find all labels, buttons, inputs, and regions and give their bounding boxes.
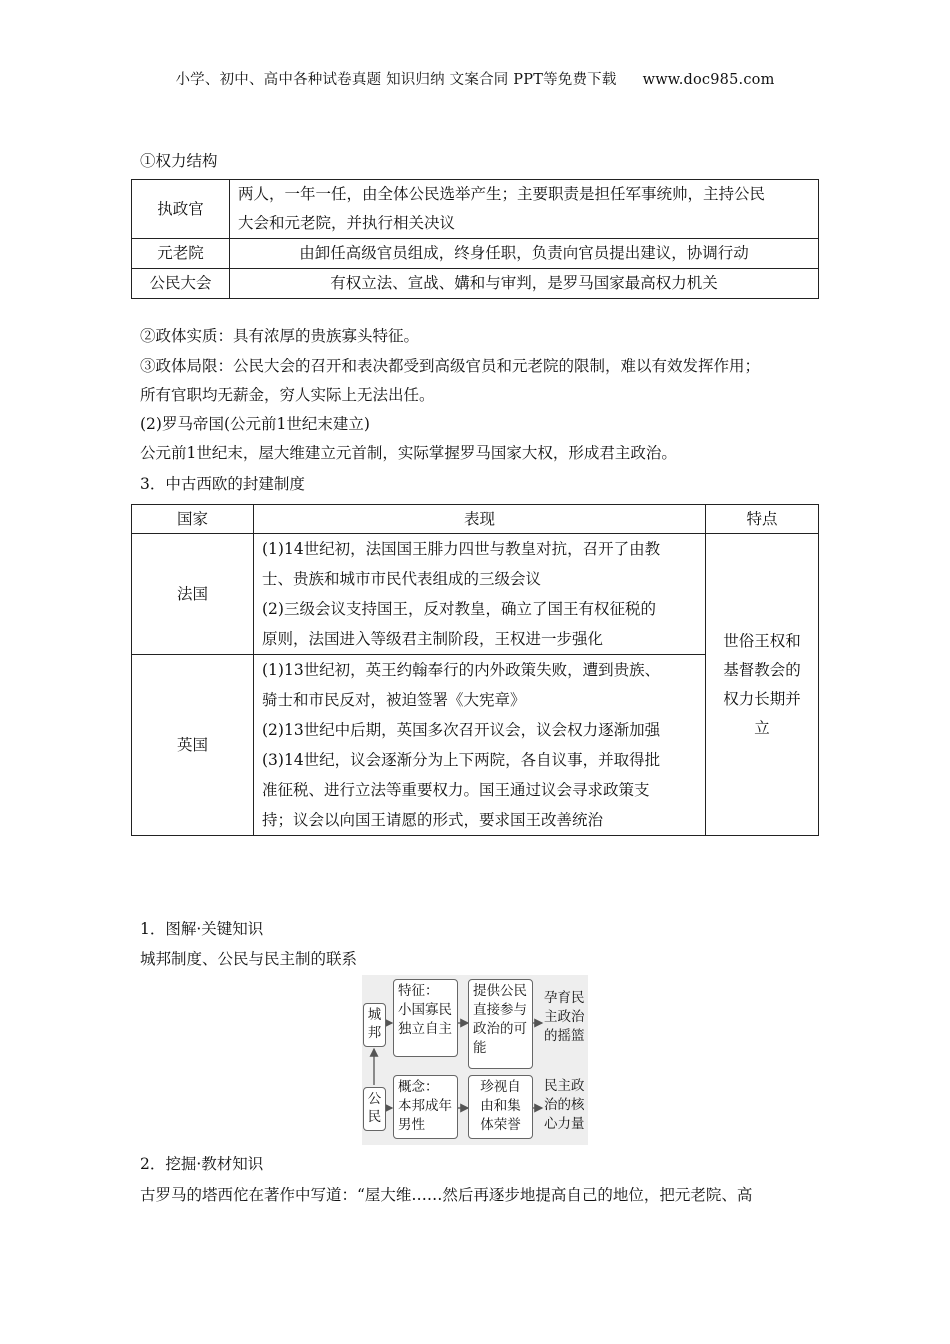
table-row: [132, 180, 819, 239]
cell-england: 英国: [132, 655, 254, 836]
cell-assembly: 公民大会: [132, 269, 230, 299]
section2-quote: 古罗马的塔西佗在著作中写道：“屋大维……然后再逐步地提高自己的地位，把元老院、高: [140, 1186, 753, 1204]
section1-subtitle: 城邦制度、公民与民主制的联系: [140, 950, 358, 968]
cell-senate: 元老院: [132, 239, 230, 269]
box-citizen: [363, 1087, 386, 1131]
diagram-text: 民主政: [544, 1078, 585, 1094]
diagram-text: 小国寡民: [398, 1002, 452, 1018]
box-cherish: [468, 1075, 533, 1139]
top-result: [544, 989, 585, 1046]
paragraph: ②政体实质：具有浓厚的贵族寡头特征。: [140, 327, 420, 345]
france-line: (1)14世纪初，法国国王腓力四世与教皇对抗，召开了由教: [262, 540, 661, 558]
table-header-row: [132, 505, 819, 534]
header-performance: 表现: [254, 505, 706, 534]
section2-title: 2．挖掘·教材知识: [140, 1155, 264, 1173]
paragraph: ③政体局限：公民大会的召开和表决都受到高级官员和元老院的限制，难以有效发挥作用；: [140, 357, 761, 375]
section-heading: 3．中古西欧的封建制度: [140, 475, 305, 493]
relation-diagram: [362, 975, 588, 1145]
cell-senate-desc: 由卸任高级官员组成，终身任职，负责向官员提出建议，协调行动: [230, 239, 819, 269]
header-url[interactable]: www.doc985.com: [642, 72, 775, 88]
diagram-text: 直接参与: [473, 1002, 527, 1018]
page-header: [0, 68, 950, 89]
table-row: [132, 269, 819, 299]
cell-england-detail: [254, 655, 706, 836]
cell-assembly-desc: 有权立法、宣战、媾和与审判，是罗马国家最高权力机关: [230, 269, 819, 299]
table-row: [132, 534, 819, 655]
cell-france: 法国: [132, 534, 254, 655]
france-line: 原则，法国进入等级君主制阶段，王权进一步强化: [262, 630, 604, 648]
consul-desc-line1: 两人，一年一任，由全体公民选举产生；主要职责是担任军事统帅，主持公民: [238, 185, 766, 203]
france-line: (2)三级会议支持国王，反对教皇，确立了国王有权征税的: [262, 600, 656, 618]
diagram-text: 提供公民: [473, 983, 527, 999]
header-country: 国家: [132, 505, 254, 534]
paragraph: (2)罗马帝国(公元前1世纪末建立): [140, 415, 370, 433]
diagram-text: 男性: [398, 1117, 425, 1133]
section1-title: 1．图解·关键知识: [140, 920, 264, 938]
cell-consul: 执政官: [132, 180, 230, 239]
cell-france-detail: [254, 534, 706, 655]
header-text: 小学、初中、高中各种试卷真题 知识归纳 文案合同 PPT等免费下载: [175, 72, 617, 88]
feature-line: 立: [754, 718, 770, 737]
diagram-text: 心力量: [544, 1116, 585, 1132]
paragraph: 公元前1世纪末，屋大维建立元首制，实际掌握罗马国家大权，形成君主政治。: [140, 444, 677, 462]
diagram-text: 概念：: [398, 1079, 439, 1095]
feature-line: 世俗王权和: [723, 631, 801, 650]
england-line: (3)14世纪，议会逐渐分为上下两院，各自议事，并取得批: [262, 751, 661, 769]
bottom-result: [544, 1077, 585, 1134]
power-structure-heading: ①权力结构: [140, 152, 218, 170]
power-structure-table: [131, 179, 819, 299]
diagram-text: 本邦成年: [398, 1098, 452, 1114]
paragraph: 所有官职均无薪金，穷人实际上无法出任。: [140, 386, 435, 404]
box-concept: [393, 1075, 458, 1139]
diagram-text: 主政治: [544, 1009, 585, 1025]
diagram-text: 治的核: [544, 1097, 585, 1113]
feudal-table: [131, 504, 819, 836]
diagram-text: 独立自主: [398, 1021, 452, 1037]
diagram-text: 能: [473, 1040, 487, 1056]
table-row: [132, 239, 819, 269]
diagram-text: 特征：: [398, 983, 439, 999]
cell-feature: [706, 534, 819, 836]
feature-line: 权力长期并: [723, 689, 801, 708]
diagram-text: 孕育民: [544, 990, 585, 1006]
england-line: 持；议会以向国王请愿的形式，要求国王改善统治: [262, 811, 604, 829]
cell-consul-desc: [230, 180, 819, 239]
england-line: 准征税、进行立法等重要权力。国王通过议会寻求政策支: [262, 781, 650, 799]
box-provide: [468, 979, 533, 1069]
diagram-text: 政治的可: [473, 1021, 527, 1037]
england-line: 骑士和市民反对，被迫签署《大宪章》: [262, 691, 526, 709]
box-city-state: [363, 1003, 386, 1047]
diagram-text: 的摇篮: [544, 1028, 585, 1044]
city-state-label: 城邦: [367, 1007, 382, 1041]
diagram-text: 由和集: [480, 1098, 521, 1114]
france-line: 士、贵族和城市市民代表组成的三级会议: [262, 570, 542, 588]
box-feature: [393, 979, 458, 1057]
citizen-label: 公民: [367, 1091, 382, 1125]
england-line: (1)13世纪初，英王约翰奉行的内外政策失败，遭到贵族、: [262, 661, 661, 679]
header-feature: 特点: [706, 505, 819, 534]
diagram-text: 珍视自: [480, 1079, 521, 1095]
england-line: (2)13世纪中后期，英国多次召开议会，议会权力逐渐加强: [262, 721, 661, 739]
diagram-text: 体荣誉: [480, 1117, 521, 1133]
feature-line: 基督教会的: [723, 660, 801, 679]
consul-desc-line2: 大会和元老院，并执行相关决议: [238, 214, 456, 232]
